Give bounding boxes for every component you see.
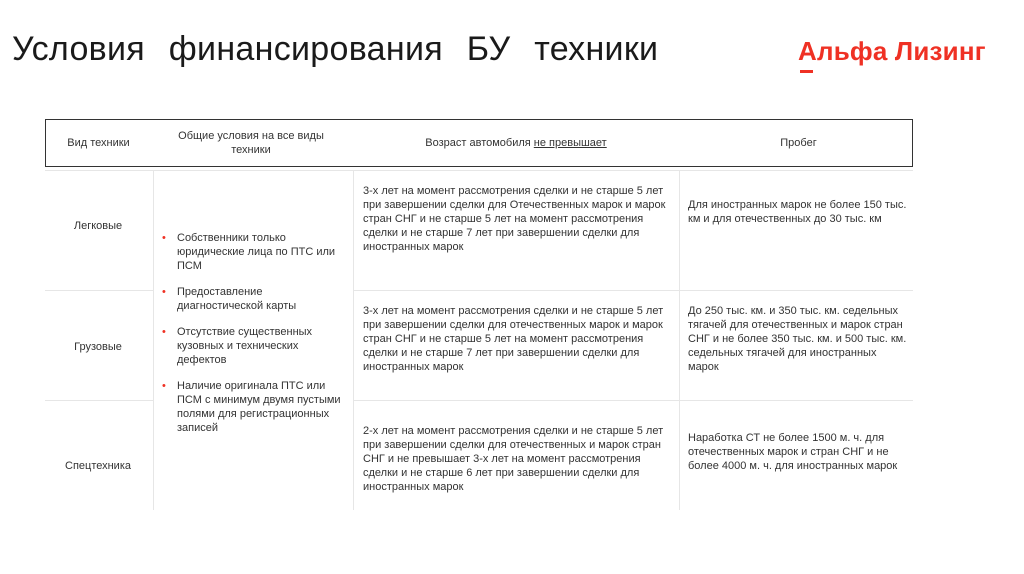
bullet-icon: •	[162, 380, 166, 392]
mileage-special: Наработка СТ не более 1500 м. ч. для отечественных марок и стран СНГ и не более 4000 м. ч. для иностранных марок	[688, 432, 898, 472]
list-item: • Собственники только юридические лица по ПТС или ПСМ	[162, 232, 336, 272]
list-item: • Наличие оригинала ПТС или ПСМ с минимум двумя пустыми полями для регистрационных записей	[162, 380, 341, 434]
row-divider	[353, 290, 913, 291]
column-header-age	[346, 120, 686, 166]
row-divider	[353, 400, 913, 401]
column-header-mileage: Пробег	[780, 137, 817, 149]
age-trucks: 3-х лет на момент рассмотрения сделки и не старше 5 лет при завершении сделки для отечественных марок и марок стран СНГ и не старше 5 лет на момент рассмотрения сделки и не старше 7 лет при завершении сделки для иностранных марок	[363, 305, 664, 373]
list-item: • Отсутствие существенных кузовных и технических дефектов	[162, 326, 313, 366]
column-divider	[153, 170, 154, 510]
page-title: Условия финансирования БУ техники	[12, 30, 659, 68]
logo-underline	[800, 70, 813, 73]
mileage-trucks: До 250 тыс. км. и 350 тыс. км. седельных тягачей для отечественных и марок стран СНГ и не более 350 тыс. км. и 500 тыс. км. седельных тягачей для иностранных марок	[688, 305, 907, 373]
vehicle-type-trucks: Грузовые	[74, 341, 122, 353]
vehicle-type-special: Спецтехника	[65, 460, 131, 472]
alfa-leasing-logo: Альфа Лизинг	[798, 36, 986, 66]
vehicle-type-cars: Легковые	[73, 220, 123, 232]
table-header	[45, 119, 913, 167]
list-item: • Предоставление диагностической карты	[162, 286, 297, 312]
age-cars: 3-х лет на момент рассмотрения сделки и не старше 5 лет при завершении сделки для Отечественных марок и марок стран СНГ и не старше 5 лет на момент рассмотрения сделки и не старше 7 лет при завершении сделки для иностранных марок	[363, 185, 666, 253]
column-divider	[679, 170, 680, 510]
age-header-text: Возраст автомобиля	[425, 137, 531, 149]
column-header-general: Общие условия на все виды техники	[178, 130, 324, 156]
column-divider	[353, 170, 354, 510]
column-header-type: Вид техники	[67, 137, 130, 149]
general-conditions-list	[160, 231, 345, 447]
age-header-underlined: не превышает	[533, 137, 607, 149]
age-special: 2-х лет на момент рассмотрения сделки и не старше 5 лет при завершении сделки для отечественных и марок стран СНГ и не превышает 3-х лет на момент рассмотрения сделки и не старше 6 лет при завершении сделки для иностранных марок	[363, 425, 664, 493]
bullet-icon: •	[162, 326, 166, 338]
mileage-cars: Для иностранных марок не более 150 тыс. км и для отечественных до 30 тыс. км	[688, 199, 907, 225]
row-divider	[45, 170, 913, 171]
row-divider	[45, 400, 153, 401]
bullet-icon: •	[162, 286, 166, 298]
bullet-icon: •	[162, 232, 166, 244]
row-divider	[45, 290, 153, 291]
